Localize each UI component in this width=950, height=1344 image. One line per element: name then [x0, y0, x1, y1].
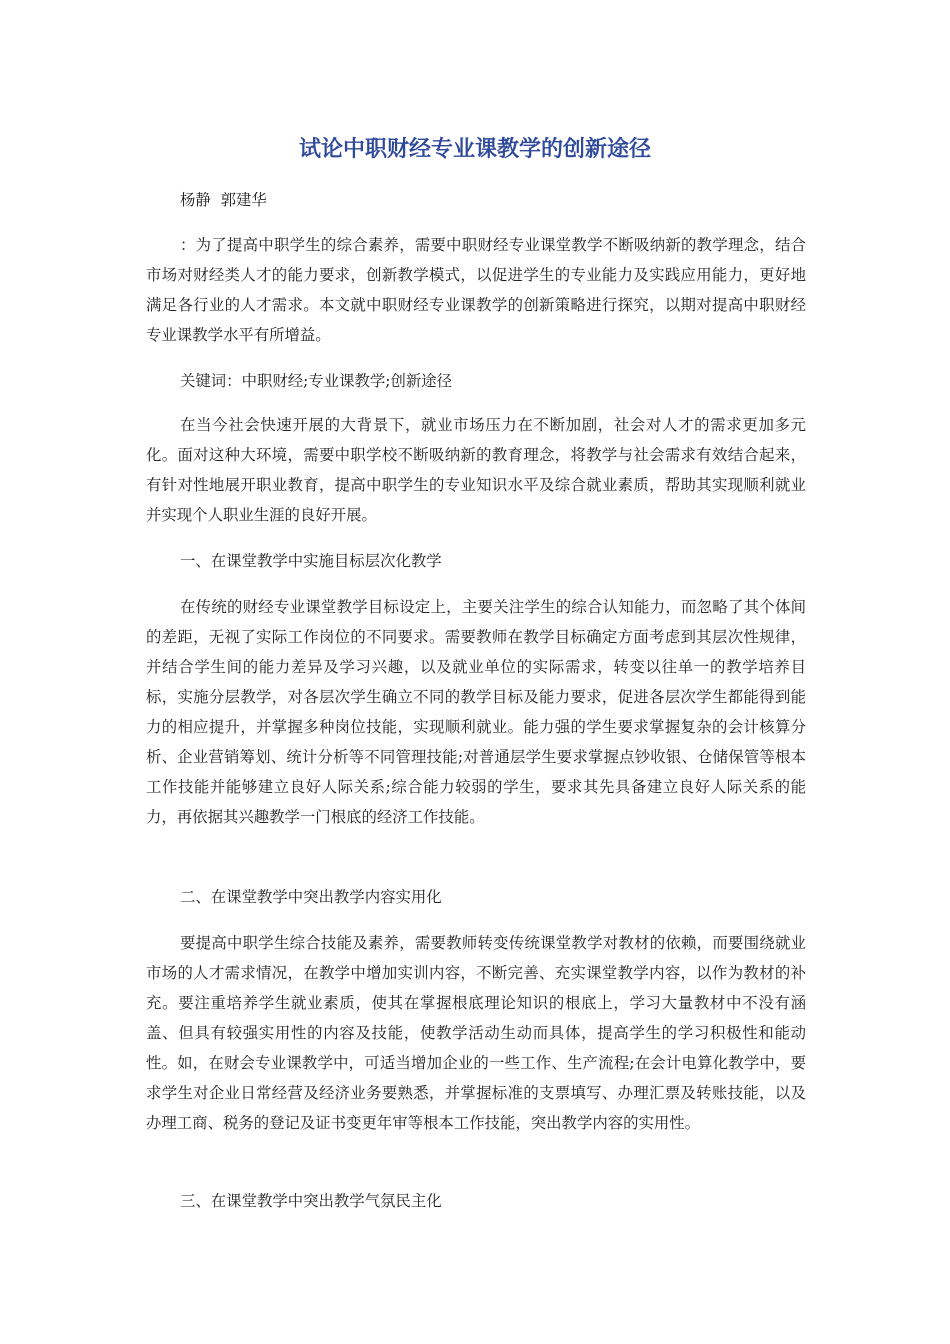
section2-paragraph: 要提高中职学生综合技能及素养，需要教师转变传统课堂教学对教材的依赖，而要围绕就业市场的人才需求情况，在教学中增加实训内容，不断完善、充实课堂教学内容，以作为教材的补充。要注重培养学生就业素质，使其在掌握根底理论知识的根底上，学习大量教材中不没有涵盖、但具有较强实用性的内容及技能，使教学活动生动而具体，提高学生的学习积极性和能动性。如，在财会专业课教学中，可适当增加企业的一些工作、生产流程;在会计电算化教学中，要求学生对企业日常经营及经济业务要熟悉，并掌握标准的支票填写、办理汇票及转账技能，以及办理工商、税务的登记及证书变更年审等根本工作技能，突出教学内容的实用性。 — [146, 934, 806, 1132]
section2-heading: 二、在课堂教学中突出教学内容实用化 — [180, 888, 442, 906]
keywords: 关键词：中职财经;专业课教学;创新途径 — [180, 372, 453, 390]
abstract-paragraph: ：为了提高中职学生的综合素养，需要中职财经专业课堂教学不断吸纳新的教学理念，结合市场对财经类人才的能力要求，创新教学模式，以促进学生的专业能力及实践应用能力，更好地满足各行业的人才需求。本文就中职财经专业课教学的创新策略进行探究，以期对提高中职财经专业课教学水平有所增益。 — [146, 236, 806, 344]
section3-heading: 三、在课堂教学中突出教学气氛民主化 — [180, 1192, 442, 1210]
section1-paragraph: 在传统的财经专业课堂教学目标设定上，主要关注学生的综合认知能力，而忽略了其个体间的差距，无视了实际工作岗位的不同要求。需要教师在教学目标确定方面考虑到其层次性规律，并结合学生间的能力差异及学习兴趣，以及就业单位的实际需求，转变以往单一的教学培养目标，实施分层教学，对各层次学生确立不同的教学目标及能力要求，促进各层次学生都能得到能力的相应提升，并掌握多种岗位技能，实现顺利就业。能力强的学生要求掌握复杂的会计核算分析、企业营销筹划、统计分析等不同管理技能;对普通层学生要求掌握点钞收银、仓储保管等根本工作技能并能够建立良好人际关系;综合能力较弱的学生，要求其先具备建立良好人际关系的能力，再依据其兴趣教学一门根底的经济工作技能。 — [146, 598, 806, 826]
document-title: 试论中职财经专业课教学的创新途径 — [298, 137, 651, 162]
authors: 杨静 郭建华 — [180, 191, 267, 209]
intro-paragraph: 在当今社会快速开展的大背景下，就业市场压力在不断加剧，社会对人才的需求更加多元化。面对这种大环境，需要中职学校不断吸纳新的教育理念，将教学与社会需求有效结合起来，有针对性地展开职业教育，提高中职学生的专业知识水平及综合就业素质，帮助其实现顺利就业并实现个人职业生涯的良好开展。 — [146, 416, 806, 524]
section1-heading: 一、在课堂教学中实施目标层次化教学 — [180, 552, 442, 570]
